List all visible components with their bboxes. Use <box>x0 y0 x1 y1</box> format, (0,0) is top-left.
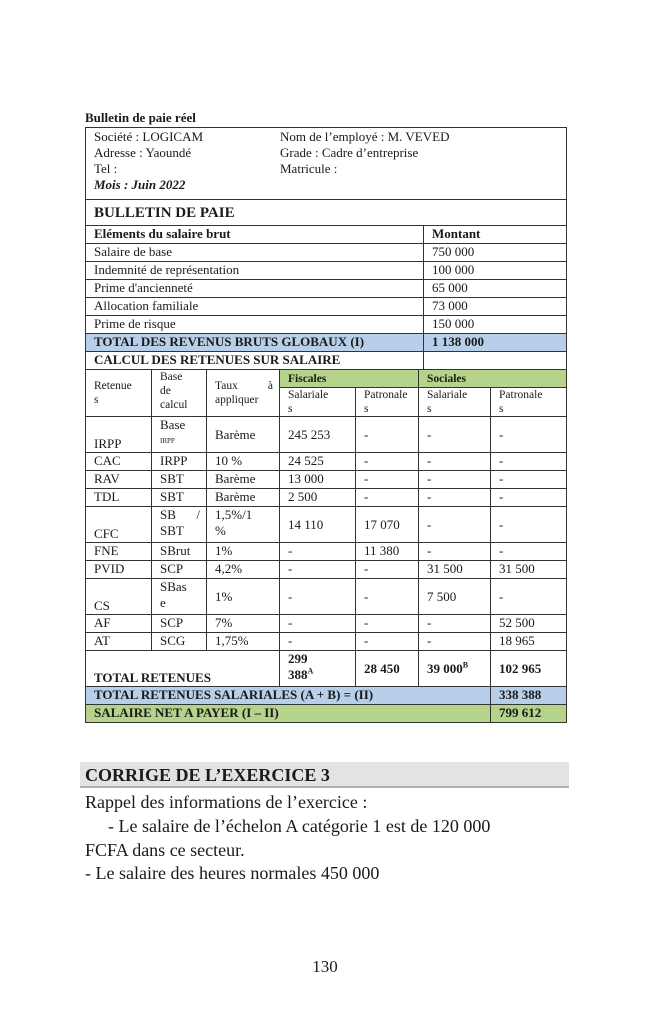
table-row <box>86 453 567 471</box>
col-header-fiscales-patronales: Patronale s <box>356 388 419 417</box>
company-address: Adresse : Yaoundé <box>94 145 192 160</box>
total-sociale-salariale: 39 $000^B$ <box>419 651 491 687</box>
table-row <box>86 633 567 651</box>
retenue-name: FNE <box>86 543 152 561</box>
retenue-taux: Barème <box>207 489 280 507</box>
company-name: Société : LOGICAM <box>94 129 204 144</box>
retenue-base: SCP <box>152 561 207 579</box>
fiscale-salariale: 245 253 <box>280 417 356 453</box>
sociale-salariale: 7 500 <box>419 579 491 615</box>
brut-header-label: Eléments du salaire brut <box>86 226 424 244</box>
table-row <box>86 471 567 489</box>
total-salariales-amount: 338 388 <box>491 687 567 705</box>
fiscale-patronale: - <box>356 561 419 579</box>
payslip-table-wrapper <box>85 127 566 723</box>
payslip-table <box>85 127 567 723</box>
fiscale-patronale: 11 380 <box>356 543 419 561</box>
retenue-name: PVID <box>86 561 152 579</box>
fiscale-patronale: - <box>356 489 419 507</box>
brut-row-label: Indemnité de représentation <box>86 262 424 280</box>
sociale-patronale: 31 500 <box>491 561 567 579</box>
section-heading: CORRIGE DE L’EXERCICE 3 <box>80 762 569 788</box>
brut-total-amount: 1 138 000 <box>424 334 567 352</box>
retenue-name: CFC <box>86 507 152 543</box>
net-pay-amount: 799 612 <box>491 705 567 723</box>
retenues-title: CALCUL DES RETENUES SUR SALAIRE <box>86 352 424 370</box>
retenue-base: SBas e <box>152 579 207 615</box>
retenue-taux: 10 % <box>207 453 280 471</box>
document-caption: Bulletin de paie réel <box>85 110 196 125</box>
brut-row-amount: 750 000 <box>424 244 567 262</box>
retenue-name: AF <box>86 615 152 633</box>
table-row <box>86 615 567 633</box>
sociale-patronale: - <box>491 507 567 543</box>
brut-row-amount: 100 000 <box>424 262 567 280</box>
retenue-taux: Barème <box>207 417 280 453</box>
retenue-taux: 1,5%/1 % <box>207 507 280 543</box>
brut-header-amount: Montant <box>424 226 567 244</box>
total-fiscale-salariale: 299 $388^A$ <box>280 651 356 687</box>
retenue-name: CAC <box>86 453 152 471</box>
fiscale-patronale: - <box>356 417 419 453</box>
sociale-salariale: - <box>419 417 491 453</box>
retenue-base: IRPP <box>152 453 207 471</box>
retenue-taux: 1,75% <box>207 633 280 651</box>
sociale-patronale: 52 500 <box>491 615 567 633</box>
sociale-salariale: - <box>419 507 491 543</box>
table-row <box>86 417 567 453</box>
brut-row-label: Salaire de base <box>86 244 424 262</box>
brut-total-label: TOTAL DES REVENUS BRUTS GLOBAUX (I) <box>86 334 424 352</box>
fiscale-salariale: 13 000 <box>280 471 356 489</box>
col-header-sociales-patronales: Patronale s <box>491 388 567 417</box>
body-line: - Le salaire des heures normales 450 000 <box>85 863 380 883</box>
fiscale-salariale: 2 500 <box>280 489 356 507</box>
table-row <box>86 561 567 579</box>
retenue-taux: Barème <box>207 471 280 489</box>
payslip-title: BULLETIN DE PAIE <box>86 200 567 226</box>
total-salariales-label: TOTAL RETENUES SALARIALES (A + B) = (II) <box>86 687 491 705</box>
employee-grade: Grade : Cadre d’entreprise <box>280 145 419 160</box>
col-header-sociales: Sociales <box>419 370 567 388</box>
company-employee-info <box>86 128 567 200</box>
employee-name: Nom de l’employé : M. VEVED <box>280 129 450 144</box>
sociale-patronale: - <box>491 471 567 489</box>
brut-row-amount: 150 000 <box>424 316 567 334</box>
sociale-salariale: - <box>419 471 491 489</box>
body-line: FCFA dans ce secteur. <box>85 840 245 860</box>
total-retenues-label: TOTAL RETENUES <box>86 651 280 687</box>
table-row <box>86 543 567 561</box>
fiscale-patronale: 17 070 <box>356 507 419 543</box>
sociale-patronale: - <box>491 489 567 507</box>
total-fiscale-patronale: 28 450 <box>356 651 419 687</box>
brut-row-label: Prime d'ancienneté <box>86 280 424 298</box>
retenue-base: SBrut <box>152 543 207 561</box>
sociale-patronale: - <box>491 417 567 453</box>
sociale-salariale: - <box>419 615 491 633</box>
page-number: 130 <box>312 957 338 976</box>
fiscale-salariale: - <box>280 579 356 615</box>
retenue-name: TDL <box>86 489 152 507</box>
retenue-taux: 7% <box>207 615 280 633</box>
retenue-name: IRPP <box>86 417 152 453</box>
col-header-fiscales-salariales: Salariale s <box>280 388 356 417</box>
fiscale-patronale: - <box>356 471 419 489</box>
fiscale-patronale: - <box>356 633 419 651</box>
retenue-base: SCG <box>152 633 207 651</box>
retenues-title-blank <box>424 352 567 370</box>
retenue-taux: 1% <box>207 579 280 615</box>
pay-month: Mois : Juin 2022 <box>94 177 186 192</box>
brut-row-amount: 65 000 <box>424 280 567 298</box>
retenue-base: SB / SBT <box>152 507 207 543</box>
body-line: Rappel des informations de l’exercice : <box>85 792 368 812</box>
fiscale-salariale: - <box>280 615 356 633</box>
sociale-patronale: 18 965 <box>491 633 567 651</box>
brut-row-amount: 73 000 <box>424 298 567 316</box>
col-header-sociales-salariales: Salariale s <box>419 388 491 417</box>
fiscale-salariale: - <box>280 561 356 579</box>
retenue-taux: 1% <box>207 543 280 561</box>
fiscale-patronale: - <box>356 579 419 615</box>
fiscale-salariale: 24 525 <box>280 453 356 471</box>
retenue-base: SBT <box>152 489 207 507</box>
brut-row-label: Prime de risque <box>86 316 424 334</box>
sociale-patronale: - <box>491 579 567 615</box>
employee-matricule: Matricule : <box>280 161 338 176</box>
retenue-base: Base IRPP <box>152 417 207 453</box>
fiscale-salariale: 14 110 <box>280 507 356 543</box>
body-line: - Le salaire de l’échelon A catégorie 1 est de 120 000 <box>108 816 491 836</box>
sociale-salariale: - <box>419 633 491 651</box>
fiscale-patronale: - <box>356 615 419 633</box>
retenue-base: SBT <box>152 471 207 489</box>
retenue-name: AT <box>86 633 152 651</box>
col-header-base: Base de calcul <box>152 370 207 417</box>
col-header-fiscales: Fiscales <box>280 370 419 388</box>
sociale-salariale: 31 500 <box>419 561 491 579</box>
retenue-name: CS <box>86 579 152 615</box>
table-row <box>86 507 567 543</box>
table-row <box>86 489 567 507</box>
retenue-taux: 4,2% <box>207 561 280 579</box>
sociale-salariale: - <box>419 453 491 471</box>
brut-row-label: Allocation familiale <box>86 298 424 316</box>
fiscale-patronale: - <box>356 453 419 471</box>
sociale-salariale: - <box>419 543 491 561</box>
col-header-taux: Taux à appliquer <box>207 370 280 417</box>
fiscale-salariale: - <box>280 633 356 651</box>
col-header-retenues: Retenue s <box>86 370 152 417</box>
sociale-patronale: - <box>491 453 567 471</box>
retenue-base: SCP <box>152 615 207 633</box>
table-row <box>86 579 567 615</box>
sociale-salariale: - <box>419 489 491 507</box>
retenue-name: RAV <box>86 471 152 489</box>
total-sociale-patronale: 102 965 <box>491 651 567 687</box>
sociale-patronale: - <box>491 543 567 561</box>
net-pay-label: SALAIRE NET A PAYER (I – II) <box>86 705 491 723</box>
fiscale-salariale: - <box>280 543 356 561</box>
company-tel: Tel : <box>94 161 118 176</box>
